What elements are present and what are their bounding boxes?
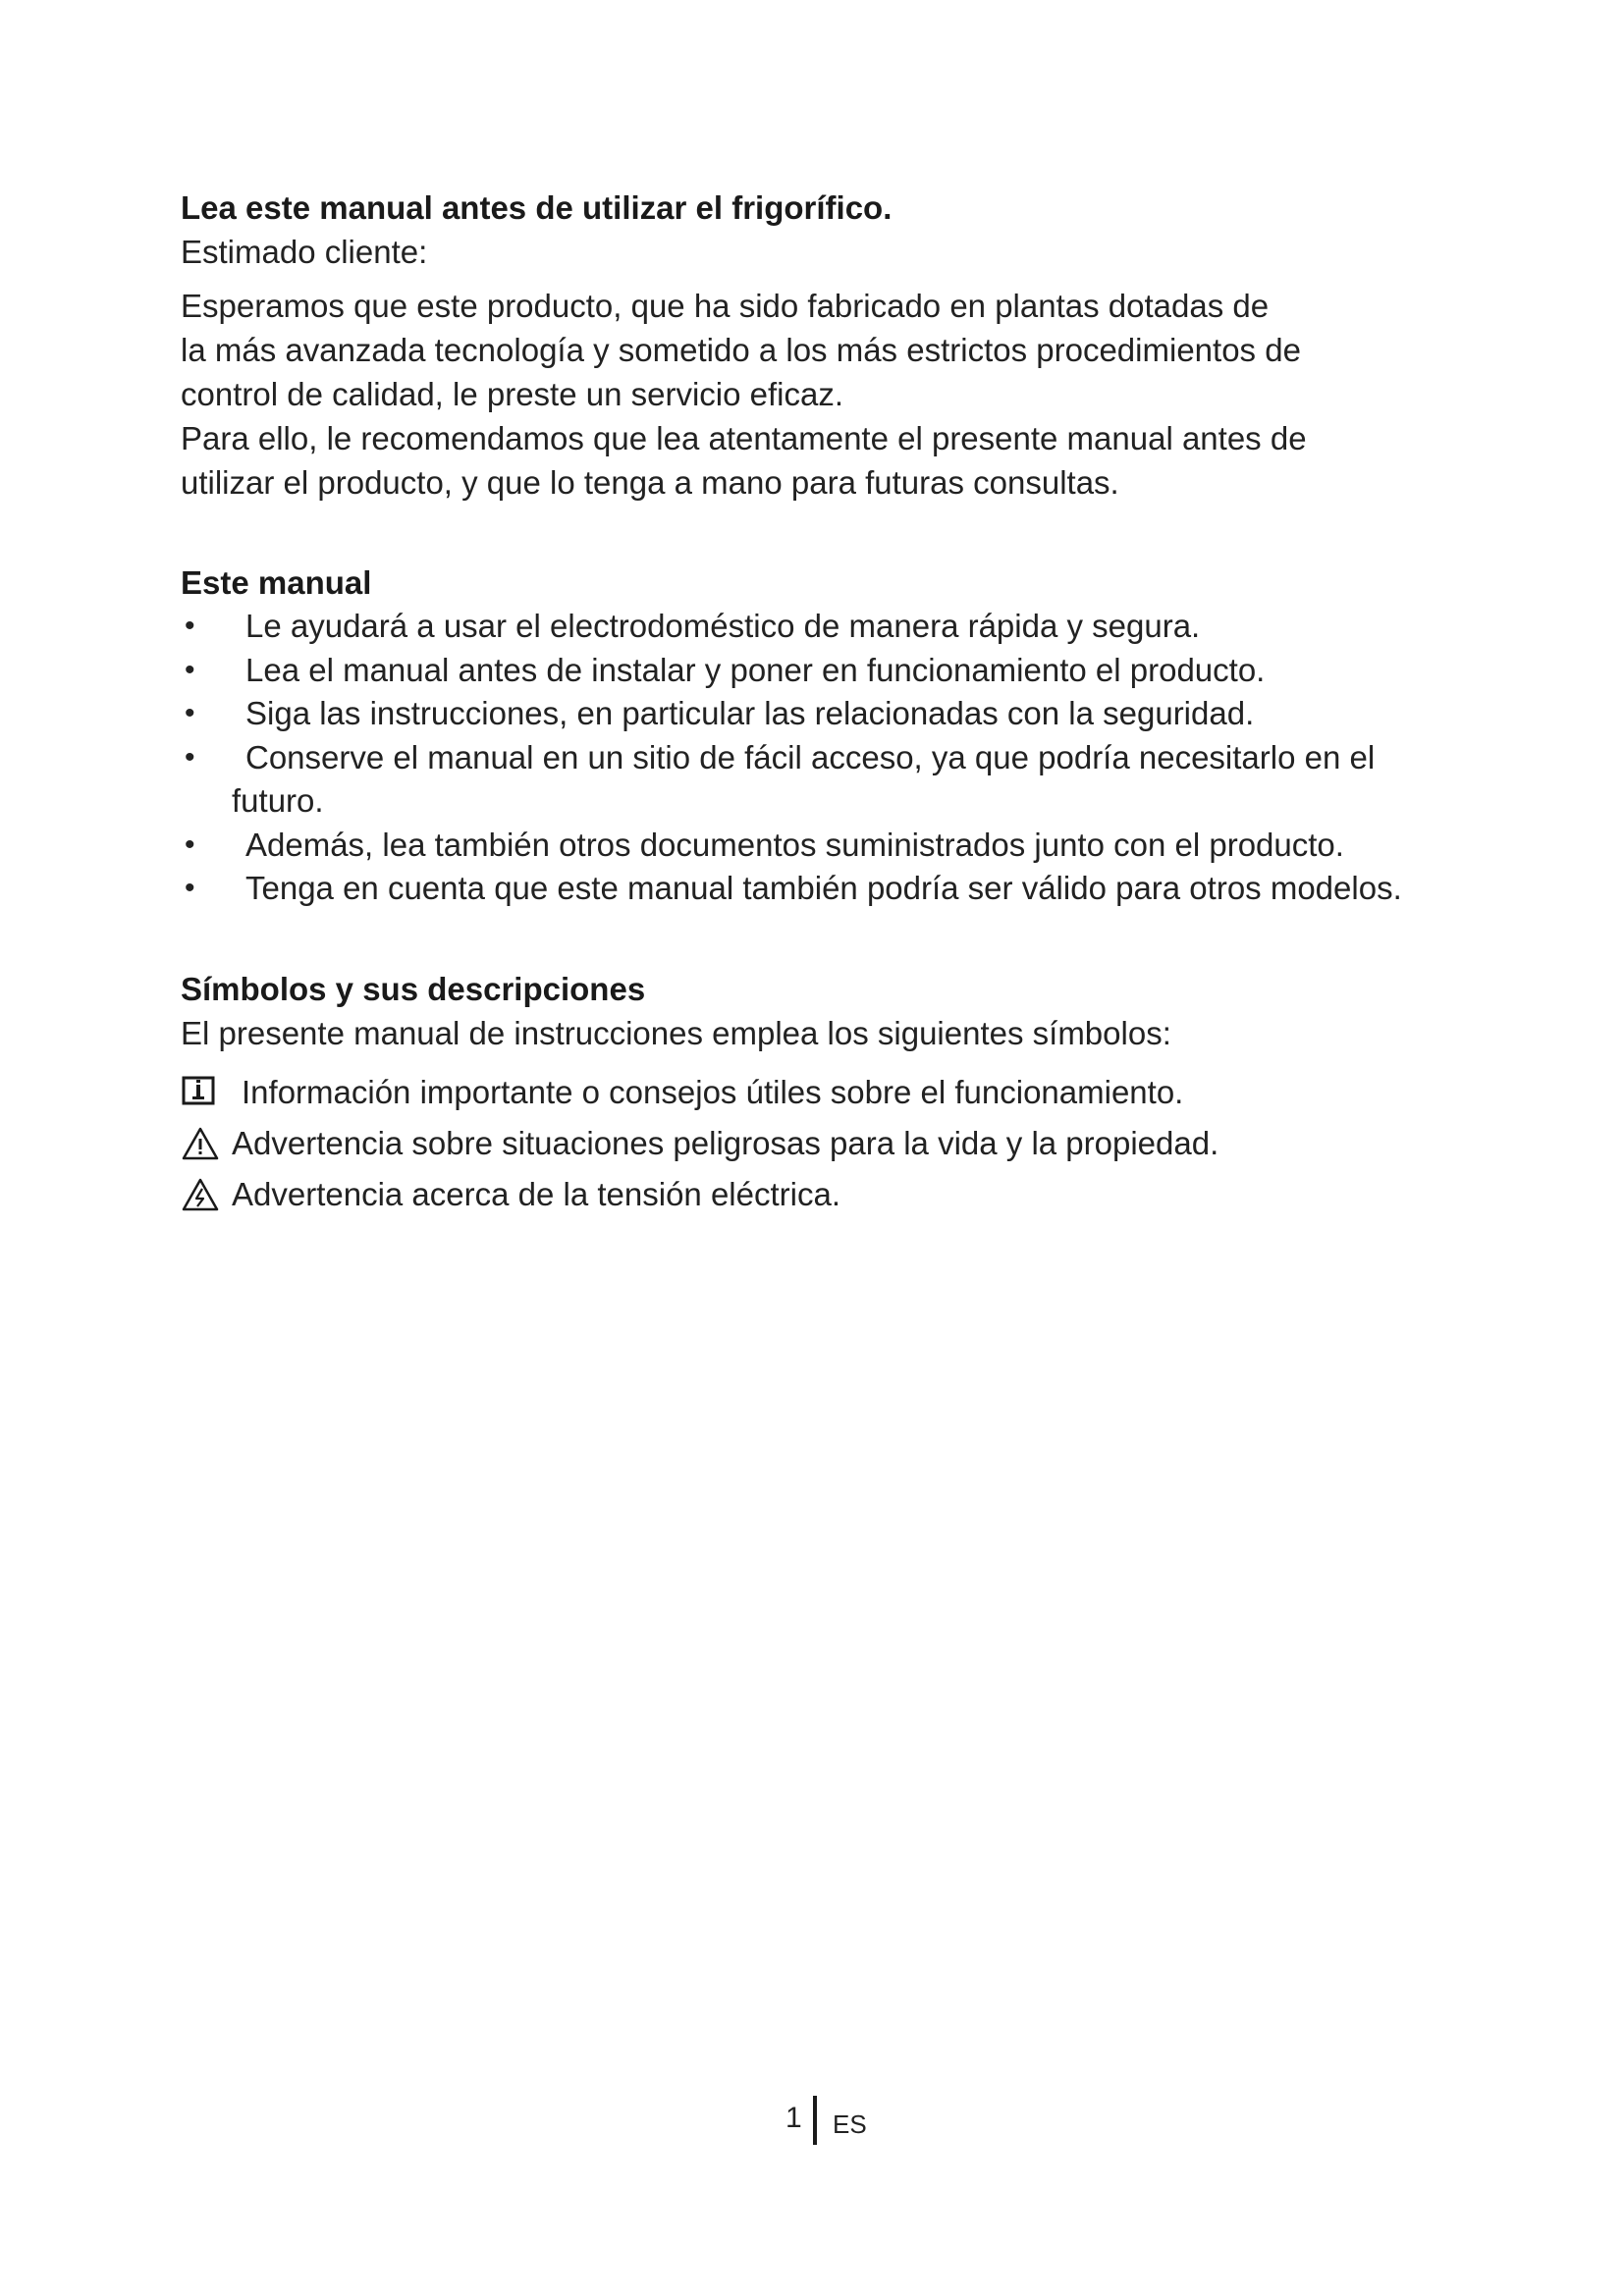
page-number: 1 [785, 2102, 802, 2134]
list-item-text: Lea el manual antes de instalar y poner en funcionamiento el producto. [245, 651, 1266, 688]
symbol-row-warning [181, 1118, 1526, 1169]
intro-paragraph-1-line: Esperamos que este producto, que ha sido fabricado en plantas dotadas de [181, 288, 1270, 324]
info-icon [181, 1075, 220, 1110]
intro-paragraph-1-line: control de calidad, le preste un servicio eficaz. [181, 376, 844, 412]
footer-pagination [772, 2096, 909, 2155]
list-item [181, 649, 1526, 693]
list-item-text: Siga las instrucciones, en particular las relacionadas con la seguridad. [245, 695, 1255, 731]
symbols-intro: El presente manual de instrucciones emplea los siguientes símbolos: [181, 1014, 1171, 1051]
intro-paragraph-1-line: la más avanzada tecnología y sometido a los más estrictos procedimientos de [181, 332, 1301, 368]
intro-title: Lea este manual antes de utilizar el frigorífico. [181, 189, 893, 226]
list-item [181, 605, 1526, 649]
list-item [181, 692, 1526, 736]
electric-warning-icon [181, 1177, 220, 1212]
bullet-icon: • [185, 872, 195, 904]
list-item-text: Tenga en cuenta que este manual también podría ser válido para otros modelos. [245, 870, 1402, 906]
symbols-section-title: Símbolos y sus descripciones [181, 970, 646, 1007]
list-item-text: Además, lea también otros documentos suministrados junto con el producto. [245, 826, 1344, 863]
manual-section-title: Este manual [181, 564, 372, 601]
list-item [181, 736, 1526, 824]
list-item [181, 867, 1526, 911]
symbol-row-electric-warning [181, 1169, 1526, 1220]
symbol-description: Advertencia sobre situaciones peligrosas para la vida y la propiedad. [232, 1124, 1219, 1161]
intro-paragraph-2 [181, 416, 1526, 505]
greeting: Estimado cliente: [181, 234, 428, 270]
intro-paragraph-2-line: Para ello, le recomendamos que lea atentamente el presente manual antes de [181, 420, 1307, 456]
bullet-icon: • [185, 610, 195, 642]
symbols-list [181, 1067, 1526, 1220]
manual-bullet-list [181, 605, 1526, 911]
bullet-icon: • [185, 697, 195, 729]
list-item-text: Conserve el manual en un sitio de fácil acceso, ya que podría necesitarlo en el [245, 738, 1376, 775]
symbol-description: Advertencia acerca de la tensión eléctrica. [232, 1175, 841, 1212]
bullet-icon: • [185, 828, 195, 861]
list-item-continuation: futuro. [232, 782, 324, 819]
list-item-text: Le ayudará a usar el electrodoméstico de manera rápida y segura. [245, 608, 1201, 644]
symbol-description: Información importante o consejos útiles sobre el funcionamiento. [242, 1073, 1184, 1110]
footer-divider [813, 2096, 817, 2145]
bullet-icon: • [185, 740, 195, 774]
bullet-icon: • [185, 653, 195, 686]
intro-paragraph-2-line: utilizar el producto, y que lo tenga a mano para futuras consultas. [181, 464, 1119, 501]
symbol-row-info [181, 1067, 1526, 1118]
list-item [181, 824, 1526, 868]
warning-icon [181, 1126, 220, 1161]
page-content [181, 187, 1526, 1220]
language-code: ES [833, 2109, 867, 2139]
intro-paragraph-1 [181, 284, 1526, 416]
